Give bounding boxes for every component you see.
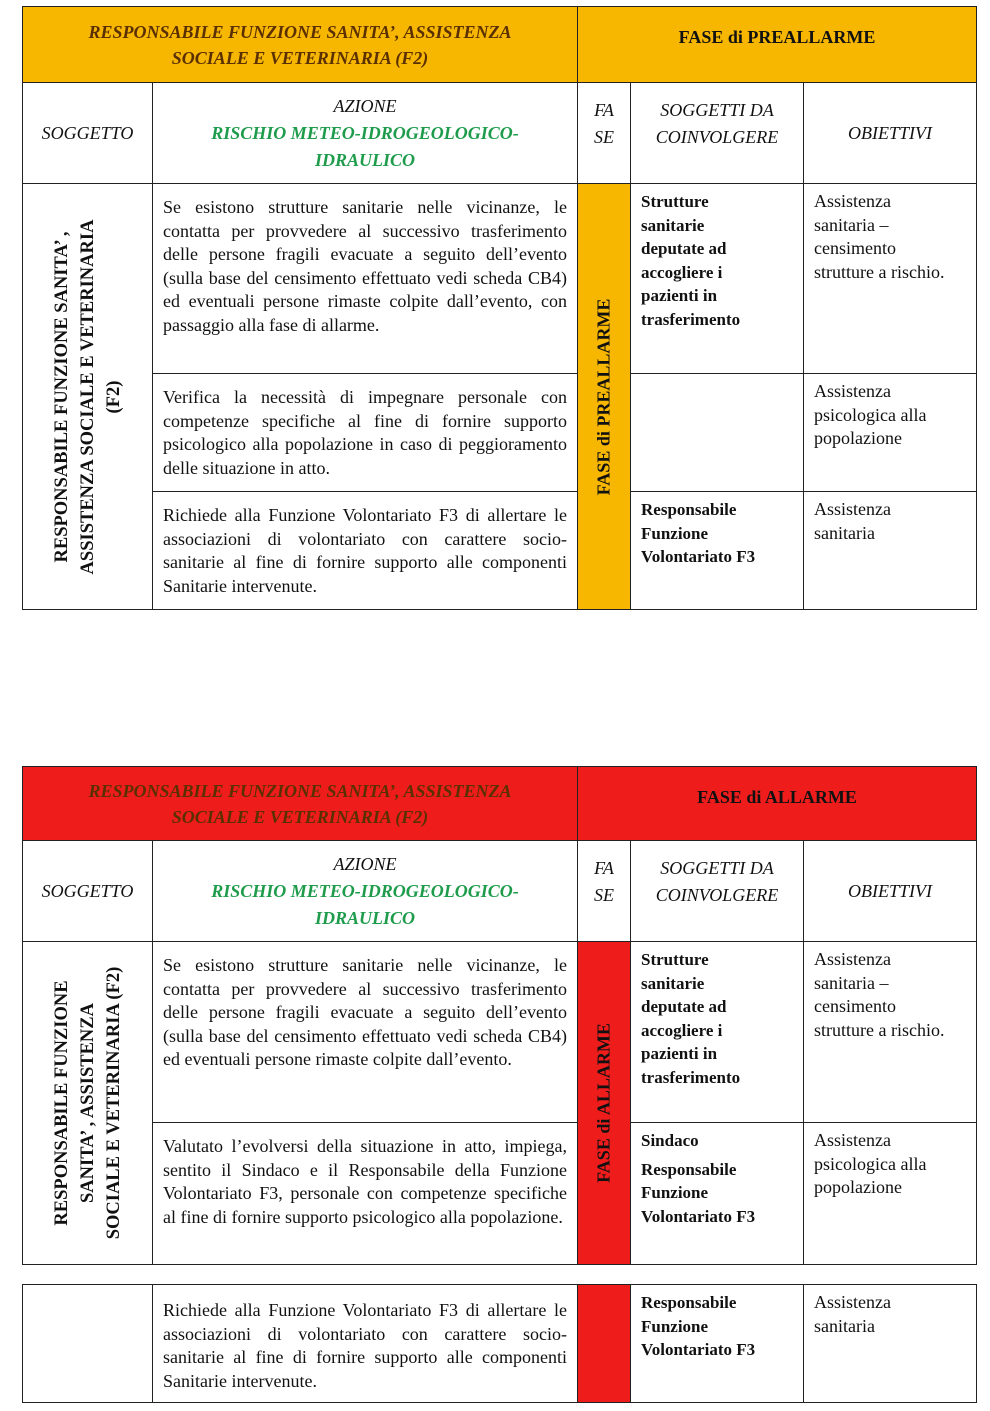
col-azione: AZIONE RISCHIO METEO-IDROGEOLOGICO- IDRAULICO [153, 841, 578, 942]
azione-cell: Se esistono strutture sanitarie nelle vicinanze, le contatta per provvedere al successivo trasferimento delle persone fragili evacuate a seguito dell’evento (sulla base del censimento effettuato vedi scheda CB4) ed eventuali persone rimaste colpite dall’evento. [153, 942, 578, 1123]
col-obiettivi: OBIETTIVI [804, 83, 977, 184]
col-soggetto: SOGGETTO [23, 841, 153, 942]
obiettivi-cell: Assistenza sanitaria [804, 1285, 977, 1403]
azione-cell: Richiede alla Funzione Volontariato F3 di allertare le associazioni di volontariato con carattere socio-sanitarie al fine di fornire supporto alle componenti Sanitarie intervenute. [153, 492, 578, 610]
soggetti-cell [631, 374, 804, 492]
soggetto-empty-cell [23, 1285, 153, 1403]
preallarme-header-title: RESPONSABILE FUNZIONE SANITA’, ASSISTENZA SOCIALE E VETERINARIA (F2) [23, 7, 578, 83]
allarme-header-phase: FASE di ALLARME [578, 767, 977, 841]
soggetti-cell: Sindaco Responsabile Funzione Volontariato F3 [631, 1123, 804, 1265]
soggetti-cell: Responsabile Funzione Volontariato F3 [631, 492, 804, 610]
soggetti-cell: Strutture sanitarie deputate ad accogliere i pazienti in trasferimento [631, 184, 804, 374]
obiettivi-cell: Assistenza sanitaria – censimento strutture a rischio. [804, 942, 977, 1123]
obiettivi-cell: Assistenza sanitaria [804, 492, 977, 610]
soggetti-cell: Strutture sanitarie deputate ad accogliere i pazienti in trasferimento [631, 942, 804, 1123]
soggetto-vertical: RESPONSABILE FUNZIONE SANITA’ , ASSISTENZA SOCIALE E VETERINARIA (F2) [23, 184, 153, 610]
soggetto-vertical: RESPONSABILE FUNZIONE SANITA’ , ASSISTENZA SOCIALE E VETERINARIA (F2) [23, 942, 153, 1265]
obiettivi-cell: Assistenza psicologica alla popolazione [804, 374, 977, 492]
allarme-header-title: RESPONSABILE FUNZIONE SANITA’, ASSISTENZA SOCIALE E VETERINARIA (F2) [23, 767, 578, 841]
azione-cell: Verifica la necessità di impegnare personale con competenze specifiche al fine di fornire supporto psicologico alla popolazione in caso di peggioramento delle situazione in atto. [153, 374, 578, 492]
allarme-extra-table [22, 1284, 977, 1403]
col-soggetti-coinvolgere: SOGGETTI DA COINVOLGERE [631, 841, 804, 942]
azione-cell: Se esistono strutture sanitarie nelle vicinanze, le contatta per provvedere al successivo trasferimento delle persone fragili evacuate a seguito dell’evento (sulla base del censimento effettuato vedi scheda CB4) ed eventuali persone rimaste colpite dall’evento, con passaggio alla fase di allarme. [153, 184, 578, 374]
allarme-table [22, 766, 977, 1265]
col-soggetti-coinvolgere: SOGGETTI DA COINVOLGERE [631, 83, 804, 184]
col-fase: FA SE [578, 841, 631, 942]
preallarme-header-phase: FASE di PREALLARME [578, 7, 977, 83]
col-fase: FA SE [578, 83, 631, 184]
azione-cell: Valutato l’evolversi della situazione in atto, impiega, sentito il Sindaco e il Responsabile della Funzione Volontariato F3, personale con competenze specifiche al fine di fornire supporto psicologico alla popolazione. [153, 1123, 578, 1265]
col-obiettivi: OBIETTIVI [804, 841, 977, 942]
soggetti-cell: Responsabile Funzione Volontariato F3 [631, 1285, 804, 1403]
azione-cell: Richiede alla Funzione Volontariato F3 di allertare le associazioni di volontariato con carattere socio-sanitarie al fine di fornire supporto alle componenti Sanitarie intervenute. [153, 1285, 578, 1403]
col-azione: AZIONE RISCHIO METEO-IDROGEOLOGICO- IDRAULICO [153, 83, 578, 184]
preallarme-table [22, 6, 977, 610]
obiettivi-cell: Assistenza psicologica alla popolazione [804, 1123, 977, 1265]
fase-color-cell [578, 1285, 631, 1403]
obiettivi-cell: Assistenza sanitaria – censimento strutture a rischio. [804, 184, 977, 374]
fase-vertical: FASE di PREALLARME [578, 184, 631, 610]
col-soggetto: SOGGETTO [23, 83, 153, 184]
fase-vertical: FASE di ALLARME [578, 942, 631, 1265]
